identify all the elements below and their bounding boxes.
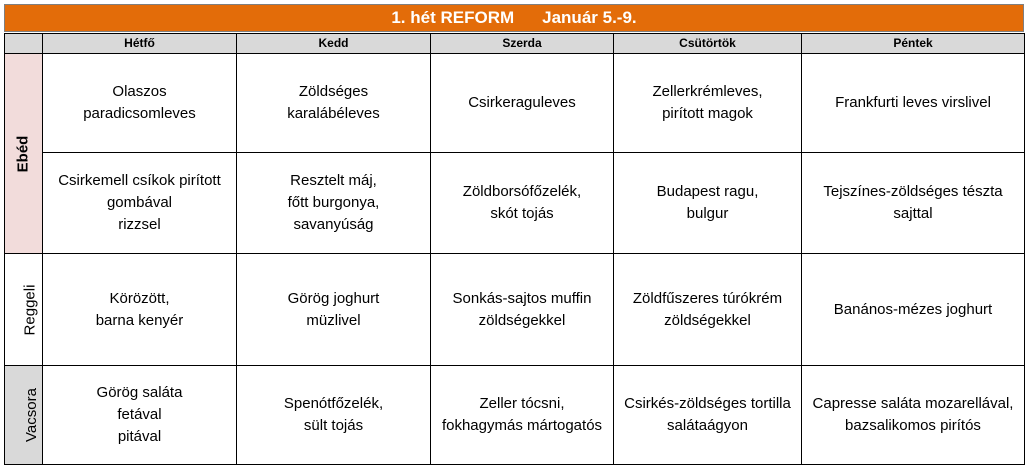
day-header-monday[interactable]: Hétfő	[43, 34, 237, 54]
menu-cell[interactable]: Körözött, barna kenyér	[43, 254, 237, 366]
menu-cell[interactable]: Budapest ragu, bulgur	[614, 153, 802, 254]
menu-cell[interactable]: Resztelt máj, főtt burgonya, savanyúság	[237, 153, 431, 254]
menu-title-bar[interactable]	[4, 4, 1024, 32]
menu-cell[interactable]: Banános-mézes joghurt	[802, 254, 1025, 366]
menu-cell[interactable]: Csirkemell csíkok pirított gombával rizzsel	[43, 153, 237, 254]
menu-cell[interactable]: Csirkeraguleves	[431, 54, 614, 153]
menu-cell[interactable]: Zöldborsófőzelék, skót tojás	[431, 153, 614, 254]
menu-cell[interactable]: Zellerkrémleves, pirított magok	[614, 54, 802, 153]
table-row	[5, 366, 1025, 465]
day-header-wednesday[interactable]: Szerda	[431, 34, 614, 54]
menu-cell[interactable]: Olaszos paradicsomleves	[43, 54, 237, 153]
menu-cell[interactable]: Frankfurti leves virslivel	[802, 54, 1025, 153]
meal-label-ebed[interactable]: Ebéd	[5, 54, 43, 254]
menu-cell[interactable]: Zöldfűszeres túrókrém zöldségekkel	[614, 254, 802, 366]
menu-cell[interactable]: Csirkés-zöldséges tortilla salátaágyon	[614, 366, 802, 465]
table-row	[5, 254, 1025, 366]
menu-table	[4, 33, 1025, 465]
date-range: Január 5.-9.	[542, 8, 637, 27]
menu-cell[interactable]: Zöldséges karalábéleves	[237, 54, 431, 153]
table-row	[5, 153, 1025, 254]
day-header-tuesday[interactable]: Kedd	[237, 34, 431, 54]
menu-cell[interactable]: Tejszínes-zöldséges tészta sajttal	[802, 153, 1025, 254]
menu-cell[interactable]: Capresse saláta mozarellával, bazsalikomos pirítós	[802, 366, 1025, 465]
header-row	[5, 34, 1025, 54]
meal-label-vacsora[interactable]: Vacsora	[5, 366, 43, 465]
menu-cell[interactable]: Spenótfőzelék, sült tojás	[237, 366, 431, 465]
menu-cell[interactable]: Sonkás-sajtos muffin zöldségekkel	[431, 254, 614, 366]
menu-cell[interactable]: Zeller tócsni, fokhagymás mártogatós	[431, 366, 614, 465]
menu-cell[interactable]: Görög saláta fetával pitával	[43, 366, 237, 465]
menu-cell[interactable]: Görög joghurt müzlivel	[237, 254, 431, 366]
corner-cell[interactable]	[5, 34, 43, 54]
day-header-friday[interactable]: Péntek	[802, 34, 1025, 54]
table-row	[5, 54, 1025, 153]
day-header-thursday[interactable]: Csütörtök	[614, 34, 802, 54]
week-title: 1. hét REFORM	[391, 8, 515, 27]
meal-label-reggeli[interactable]: Reggeli	[5, 254, 43, 366]
